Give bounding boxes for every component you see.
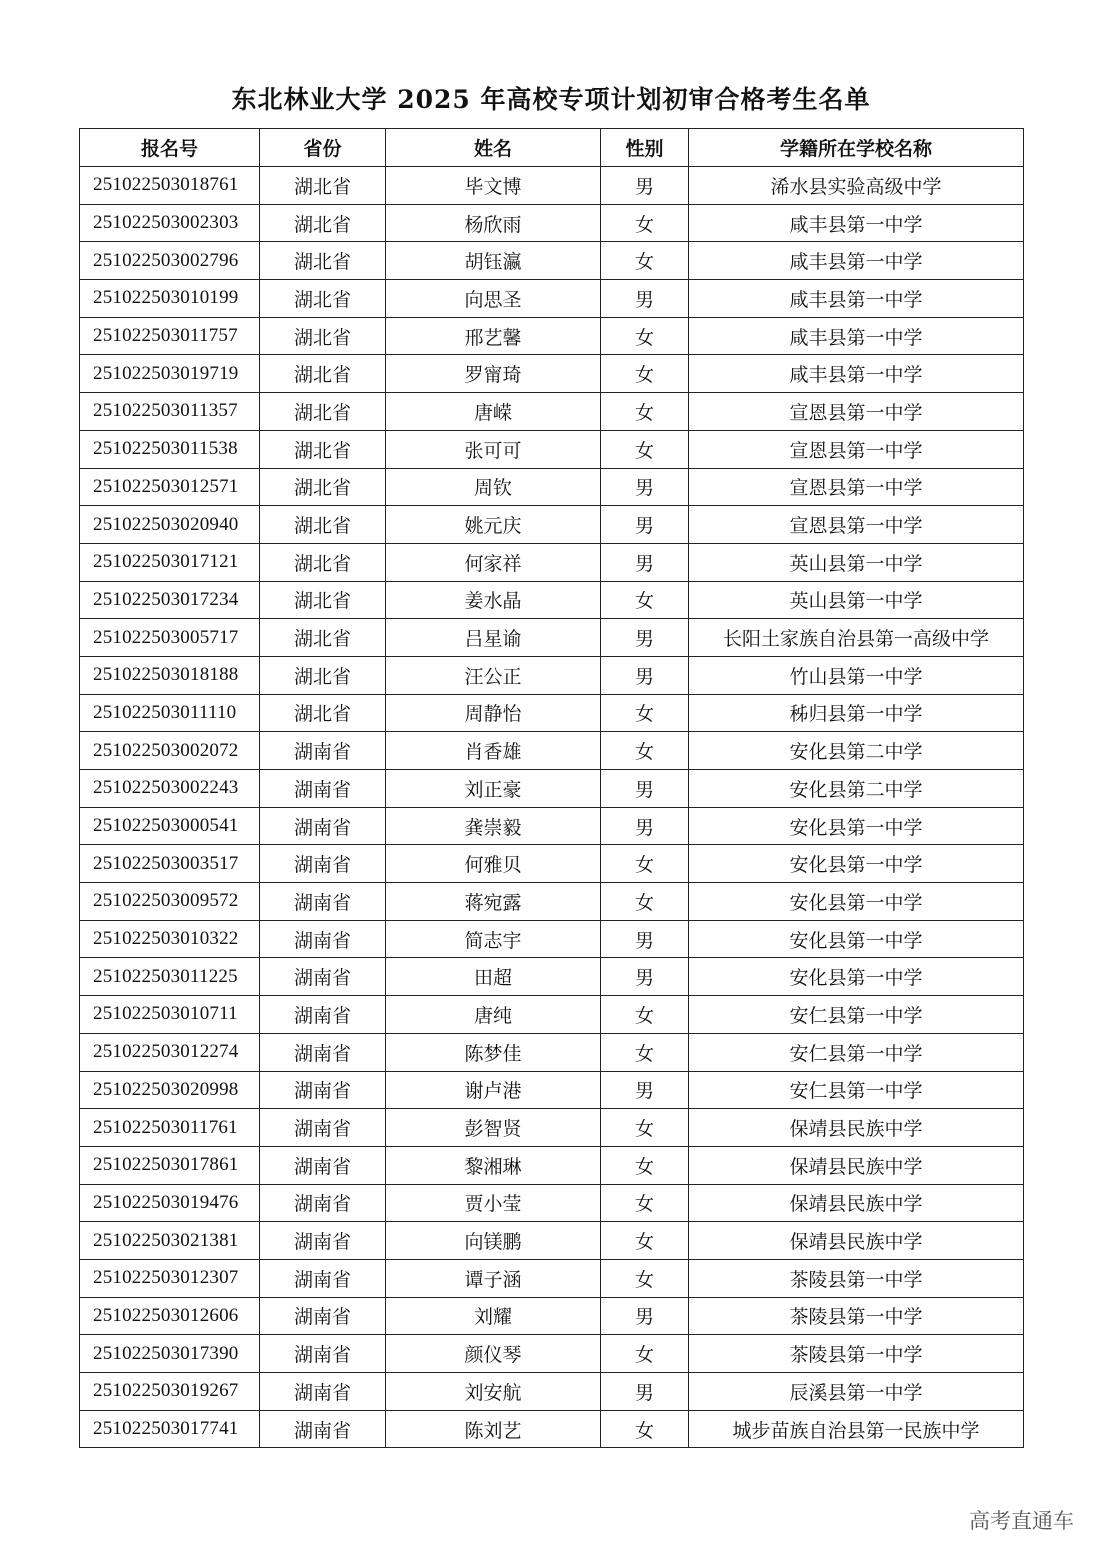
- province-cell: 湖南省: [260, 920, 386, 958]
- gender-cell: 男: [601, 619, 689, 657]
- registration-number-cell: 251022503012274: [80, 1033, 260, 1071]
- table-row: [80, 1146, 1024, 1184]
- school-cell: 安化县第一中学: [689, 807, 1024, 845]
- name-cell: 姜水晶: [386, 581, 601, 619]
- school-cell: 茶陵县第一中学: [689, 1297, 1024, 1335]
- table-row: [80, 581, 1024, 619]
- gender-cell: 女: [601, 1184, 689, 1222]
- header-province: 省份: [260, 129, 386, 167]
- registration-number-cell: 251022503019476: [80, 1184, 260, 1222]
- name-cell: 杨欣雨: [386, 204, 601, 242]
- table-row: [80, 1109, 1024, 1147]
- gender-cell: 男: [601, 958, 689, 996]
- gender-cell: 女: [601, 1335, 689, 1373]
- registration-number-cell: 251022503011110: [80, 694, 260, 732]
- name-cell: 蒋宛露: [386, 883, 601, 921]
- watermark: 高考直通车: [969, 1509, 1074, 1533]
- table-row: [80, 845, 1024, 883]
- province-cell: 湖南省: [260, 1222, 386, 1260]
- header-registration-number: 报名号: [80, 129, 260, 167]
- province-cell: 湖北省: [260, 242, 386, 280]
- table-row: [80, 1033, 1024, 1071]
- school-cell: 茶陵县第一中学: [689, 1335, 1024, 1373]
- table-row: [80, 543, 1024, 581]
- name-cell: 姚元庆: [386, 506, 601, 544]
- name-cell: 简志宇: [386, 920, 601, 958]
- header-name: 姓名: [386, 129, 601, 167]
- province-cell: 湖南省: [260, 1071, 386, 1109]
- province-cell: 湖北省: [260, 280, 386, 318]
- name-cell: 毕文博: [386, 167, 601, 205]
- gender-cell: 女: [601, 1146, 689, 1184]
- province-cell: 湖北省: [260, 581, 386, 619]
- province-cell: 湖北省: [260, 694, 386, 732]
- gender-cell: 女: [601, 204, 689, 242]
- province-cell: 湖北省: [260, 506, 386, 544]
- gender-cell: 女: [601, 317, 689, 355]
- name-cell: 肖香雄: [386, 732, 601, 770]
- gender-cell: 男: [601, 167, 689, 205]
- province-cell: 湖南省: [260, 1410, 386, 1448]
- gender-cell: 男: [601, 656, 689, 694]
- registration-number-cell: 251022503009572: [80, 883, 260, 921]
- registration-number-cell: 251022503018761: [80, 167, 260, 205]
- name-cell: 黎湘琳: [386, 1146, 601, 1184]
- name-cell: 向思圣: [386, 280, 601, 318]
- gender-cell: 女: [601, 1410, 689, 1448]
- table-row: [80, 1297, 1024, 1335]
- gender-cell: 女: [601, 1033, 689, 1071]
- registration-number-cell: 251022503019267: [80, 1373, 260, 1411]
- name-cell: 唐嵘: [386, 393, 601, 431]
- registration-number-cell: 251022503011357: [80, 393, 260, 431]
- table-row: [80, 958, 1024, 996]
- name-cell: 陈梦佳: [386, 1033, 601, 1071]
- province-cell: 湖南省: [260, 1373, 386, 1411]
- name-cell: 向镁鹏: [386, 1222, 601, 1260]
- registration-number-cell: 251022503002072: [80, 732, 260, 770]
- gender-cell: 女: [601, 393, 689, 431]
- gender-cell: 女: [601, 242, 689, 280]
- gender-cell: 男: [601, 468, 689, 506]
- school-cell: 咸丰县第一中学: [689, 317, 1024, 355]
- school-cell: 保靖县民族中学: [689, 1146, 1024, 1184]
- name-cell: 何雅贝: [386, 845, 601, 883]
- table-row: [80, 732, 1024, 770]
- gender-cell: 男: [601, 1071, 689, 1109]
- school-cell: 宣恩县第一中学: [689, 468, 1024, 506]
- school-cell: 安仁县第一中学: [689, 996, 1024, 1034]
- name-cell: 何家祥: [386, 543, 601, 581]
- school-cell: 秭归县第一中学: [689, 694, 1024, 732]
- name-cell: 刘安航: [386, 1373, 601, 1411]
- province-cell: 湖南省: [260, 996, 386, 1034]
- province-cell: 湖南省: [260, 807, 386, 845]
- candidate-table: [79, 128, 1024, 1448]
- registration-number-cell: 251022503020998: [80, 1071, 260, 1109]
- registration-number-cell: 251022503017741: [80, 1410, 260, 1448]
- school-cell: 保靖县民族中学: [689, 1222, 1024, 1260]
- gender-cell: 女: [601, 883, 689, 921]
- gender-cell: 女: [601, 1259, 689, 1297]
- registration-number-cell: 251022503000541: [80, 807, 260, 845]
- name-cell: 周钦: [386, 468, 601, 506]
- province-cell: 湖南省: [260, 1297, 386, 1335]
- registration-number-cell: 251022503021381: [80, 1222, 260, 1260]
- province-cell: 湖南省: [260, 1033, 386, 1071]
- table-row: [80, 883, 1024, 921]
- name-cell: 田超: [386, 958, 601, 996]
- table-row: [80, 1184, 1024, 1222]
- school-cell: 安仁县第一中学: [689, 1071, 1024, 1109]
- registration-number-cell: 251022503010711: [80, 996, 260, 1034]
- gender-cell: 女: [601, 1109, 689, 1147]
- name-cell: 刘正豪: [386, 770, 601, 808]
- gender-cell: 女: [601, 581, 689, 619]
- registration-number-cell: 251022503011225: [80, 958, 260, 996]
- province-cell: 湖南省: [260, 1335, 386, 1373]
- name-cell: 张可可: [386, 430, 601, 468]
- table-row: [80, 770, 1024, 808]
- table-row: [80, 1071, 1024, 1109]
- table-row: [80, 317, 1024, 355]
- province-cell: 湖北省: [260, 204, 386, 242]
- table-row: [80, 242, 1024, 280]
- table-row: [80, 1259, 1024, 1297]
- registration-number-cell: 251022503011538: [80, 430, 260, 468]
- school-cell: 宣恩县第一中学: [689, 393, 1024, 431]
- table-row: [80, 393, 1024, 431]
- name-cell: 邢艺馨: [386, 317, 601, 355]
- name-cell: 唐纯: [386, 996, 601, 1034]
- gender-cell: 女: [601, 996, 689, 1034]
- name-cell: 吕星谕: [386, 619, 601, 657]
- province-cell: 湖南省: [260, 1259, 386, 1297]
- registration-number-cell: 251022503017861: [80, 1146, 260, 1184]
- registration-number-cell: 251022503012307: [80, 1259, 260, 1297]
- table-row: [80, 355, 1024, 393]
- registration-number-cell: 251022503019719: [80, 355, 260, 393]
- registration-number-cell: 251022503010199: [80, 280, 260, 318]
- gender-cell: 男: [601, 506, 689, 544]
- school-cell: 安化县第一中学: [689, 845, 1024, 883]
- registration-number-cell: 251022503002303: [80, 204, 260, 242]
- name-cell: 谢卢港: [386, 1071, 601, 1109]
- school-cell: 宣恩县第一中学: [689, 430, 1024, 468]
- province-cell: 湖南省: [260, 1146, 386, 1184]
- registration-number-cell: 251022503018188: [80, 656, 260, 694]
- province-cell: 湖南省: [260, 1184, 386, 1222]
- table-row: [80, 694, 1024, 732]
- school-cell: 长阳土家族自治县第一高级中学: [689, 619, 1024, 657]
- province-cell: 湖北省: [260, 167, 386, 205]
- gender-cell: 男: [601, 543, 689, 581]
- registration-number-cell: 251022503011757: [80, 317, 260, 355]
- gender-cell: 女: [601, 355, 689, 393]
- page-title: 东北林业大学 2025 年高校专项计划初审合格考生名单: [231, 85, 871, 114]
- school-cell: 宣恩县第一中学: [689, 506, 1024, 544]
- table-row: [80, 506, 1024, 544]
- registration-number-cell: 251022503012571: [80, 468, 260, 506]
- province-cell: 湖北省: [260, 393, 386, 431]
- table-body: [80, 167, 1024, 1448]
- province-cell: 湖北省: [260, 430, 386, 468]
- province-cell: 湖北省: [260, 317, 386, 355]
- gender-cell: 男: [601, 807, 689, 845]
- name-cell: 胡钰瀛: [386, 242, 601, 280]
- school-cell: 茶陵县第一中学: [689, 1259, 1024, 1297]
- table-row: [80, 656, 1024, 694]
- name-cell: 罗甯琦: [386, 355, 601, 393]
- school-cell: 安化县第一中学: [689, 958, 1024, 996]
- province-cell: 湖北省: [260, 619, 386, 657]
- school-cell: 安化县第一中学: [689, 920, 1024, 958]
- gender-cell: 男: [601, 280, 689, 318]
- province-cell: 湖南省: [260, 1109, 386, 1147]
- province-cell: 湖南省: [260, 883, 386, 921]
- school-cell: 城步苗族自治县第一民族中学: [689, 1410, 1024, 1448]
- name-cell: 汪公正: [386, 656, 601, 694]
- table-row: [80, 1373, 1024, 1411]
- table-row: [80, 1222, 1024, 1260]
- gender-cell: 女: [601, 694, 689, 732]
- table-row: [80, 167, 1024, 205]
- school-cell: 竹山县第一中学: [689, 656, 1024, 694]
- school-cell: 浠水县实验高级中学: [689, 167, 1024, 205]
- name-cell: 颜仪琴: [386, 1335, 601, 1373]
- registration-number-cell: 251022503010322: [80, 920, 260, 958]
- registration-number-cell: 251022503017390: [80, 1335, 260, 1373]
- registration-number-cell: 251022503020940: [80, 506, 260, 544]
- school-cell: 安化县第二中学: [689, 732, 1024, 770]
- name-cell: 贾小莹: [386, 1184, 601, 1222]
- gender-cell: 女: [601, 1222, 689, 1260]
- province-cell: 湖北省: [260, 468, 386, 506]
- name-cell: 谭子涵: [386, 1259, 601, 1297]
- gender-cell: 女: [601, 430, 689, 468]
- header-school: 学籍所在学校名称: [689, 129, 1024, 167]
- registration-number-cell: 251022503012606: [80, 1297, 260, 1335]
- name-cell: 龚崇毅: [386, 807, 601, 845]
- gender-cell: 男: [601, 920, 689, 958]
- registration-number-cell: 251022503002243: [80, 770, 260, 808]
- school-cell: 咸丰县第一中学: [689, 242, 1024, 280]
- table-row: [80, 1335, 1024, 1373]
- table-row: [80, 1410, 1024, 1448]
- table-row: [80, 920, 1024, 958]
- header-gender: 性别: [601, 129, 689, 167]
- registration-number-cell: 251022503002796: [80, 242, 260, 280]
- gender-cell: 男: [601, 770, 689, 808]
- school-cell: 咸丰县第一中学: [689, 204, 1024, 242]
- school-cell: 安化县第一中学: [689, 883, 1024, 921]
- school-cell: 英山县第一中学: [689, 581, 1024, 619]
- gender-cell: 女: [601, 732, 689, 770]
- school-cell: 安仁县第一中学: [689, 1033, 1024, 1071]
- gender-cell: 男: [601, 1297, 689, 1335]
- table-row: [80, 619, 1024, 657]
- province-cell: 湖南省: [260, 770, 386, 808]
- gender-cell: 女: [601, 845, 689, 883]
- name-cell: 刘耀: [386, 1297, 601, 1335]
- province-cell: 湖北省: [260, 656, 386, 694]
- registration-number-cell: 251022503005717: [80, 619, 260, 657]
- province-cell: 湖南省: [260, 732, 386, 770]
- province-cell: 湖南省: [260, 958, 386, 996]
- registration-number-cell: 251022503003517: [80, 845, 260, 883]
- province-cell: 湖北省: [260, 355, 386, 393]
- registration-number-cell: 251022503011761: [80, 1109, 260, 1147]
- name-cell: 陈刘艺: [386, 1410, 601, 1448]
- school-cell: 保靖县民族中学: [689, 1109, 1024, 1147]
- table-row: [80, 430, 1024, 468]
- school-cell: 辰溪县第一中学: [689, 1373, 1024, 1411]
- school-cell: 咸丰县第一中学: [689, 280, 1024, 318]
- table-row: [80, 807, 1024, 845]
- name-cell: 周静怡: [386, 694, 601, 732]
- table-row: [80, 468, 1024, 506]
- gender-cell: 男: [601, 1373, 689, 1411]
- province-cell: 湖南省: [260, 845, 386, 883]
- school-cell: 保靖县民族中学: [689, 1184, 1024, 1222]
- table-row: [80, 280, 1024, 318]
- table-row: [80, 996, 1024, 1034]
- school-cell: 英山县第一中学: [689, 543, 1024, 581]
- table-header-row: [80, 129, 1024, 167]
- name-cell: 彭智贤: [386, 1109, 601, 1147]
- province-cell: 湖北省: [260, 543, 386, 581]
- registration-number-cell: 251022503017121: [80, 543, 260, 581]
- school-cell: 安化县第二中学: [689, 770, 1024, 808]
- registration-number-cell: 251022503017234: [80, 581, 260, 619]
- school-cell: 咸丰县第一中学: [689, 355, 1024, 393]
- table-row: [80, 204, 1024, 242]
